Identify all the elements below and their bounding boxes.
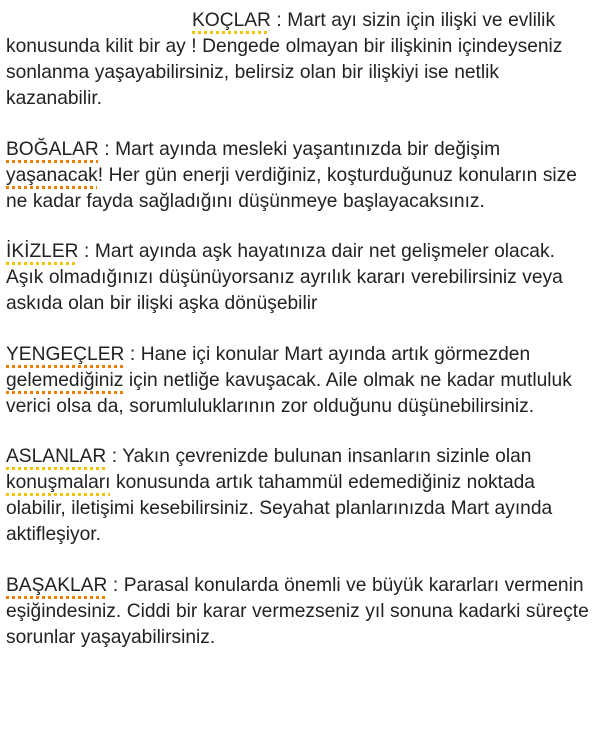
paragraph-koclar <box>6 8 596 112</box>
sign-aslanlar: ASLANLAR <box>6 446 107 467</box>
text-tail-yengecler: için netliğe kavuşacak. Aile olmak ne kadar mutluluk verici olsa da, sorumluluklarının zor olduğunu düşünebilirsiniz. <box>6 369 572 417</box>
text-ikizler: : Mart ayında aşk hayatınıza dair net gelişmeler olacak. Aşık olmadığınızı düşünüyorsanız ayrılık kararı verebilirsiniz veya askıda olan bir ilişki aşka dönüşebilir <box>6 241 563 314</box>
horoscope-document <box>6 8 596 675</box>
sign-yengecler: YENGEÇLER <box>6 343 125 365</box>
sign-basaklar: BAŞAKLAR <box>6 574 108 596</box>
text-koclar: : Mart ayı sizin için ilişki ve evlilik konusunda kilit bir ay ! Dengede olmayan bir ilişkinin içindeyseniz sonlanma yaşayabilirsiniz, belirsiz olan bir ilişkiyi ise netlik kazanabilir. <box>6 10 563 109</box>
sign-koclar: KOÇLAR <box>192 10 271 31</box>
paragraph-yengecler <box>6 342 596 420</box>
paragraph-basaklar <box>6 573 596 651</box>
text-yengecler: : Hane içi konular Mart ayında artık görmezden <box>124 343 531 365</box>
misspelled-word-bogalar: yaşanacak <box>6 164 98 186</box>
text-tail-aslanlar: konusunda artık tahammül edemediğiniz noktada olabilir, iletişimi kesebilirsiniz. Seyahat planlarınızda Mart ayında aktifleşiyor. <box>6 472 553 545</box>
paragraph-bogalar <box>6 137 596 215</box>
text-aslanlar: : Yakın çevrenizde bulunan insanların sizinle olan <box>106 446 532 467</box>
misspelled-word-yengecler: gelemediğiniz <box>6 369 124 391</box>
paragraph-aslanlar <box>6 444 596 548</box>
misspelled-word-aslanlar: konuşmaları <box>6 472 111 493</box>
sign-ikizler: İKİZLER <box>6 241 79 262</box>
text-tail-bogalar: ! Her gün enerji verdiğiniz, koşturduğunuz konuların size ne kadar fayda sağladığını düşünmeye başlayacaksınız. <box>6 164 577 212</box>
sign-bogalar: BOĞALAR <box>6 138 99 160</box>
text-bogalar: : Mart ayında mesleki yaşantınızda bir değişim <box>98 138 501 160</box>
text-basaklar: : Parasal konularda önemli ve büyük kararları vermenin eşiğindesiniz. Ciddi bir karar vermezseniz yıl sonuna kadarki süreçte sorunlar yaşayabilirsiniz. <box>6 574 589 648</box>
paragraph-ikizler <box>6 239 596 317</box>
